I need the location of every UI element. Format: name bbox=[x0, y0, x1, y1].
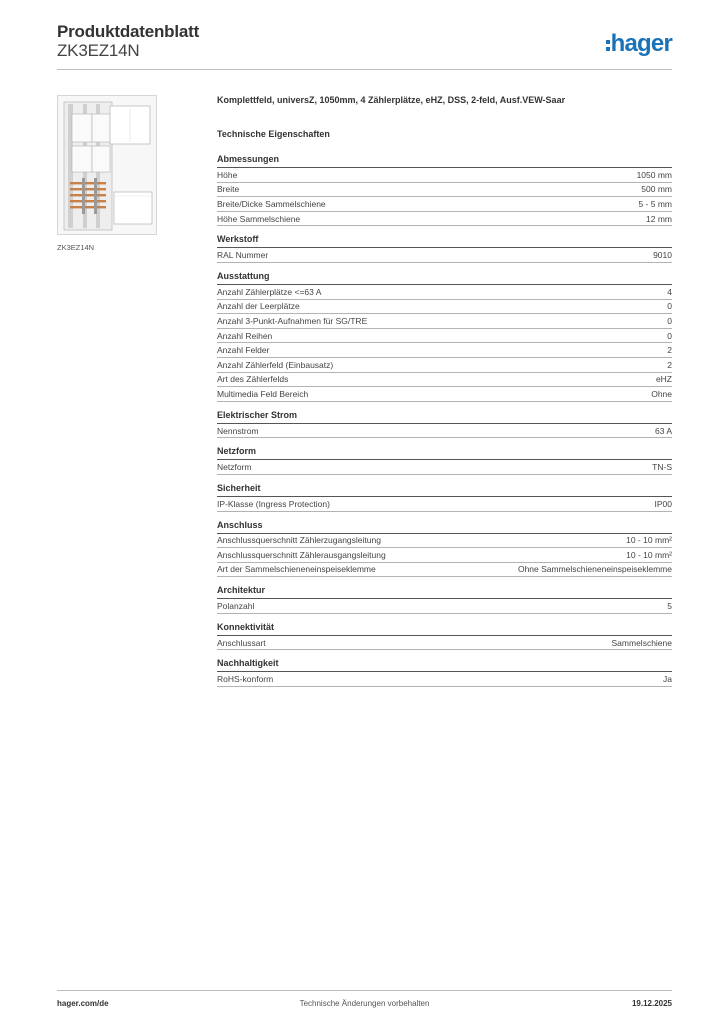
property-label: Anzahl Reihen bbox=[217, 330, 273, 341]
property-value: 9010 bbox=[653, 250, 672, 261]
property-value: IP00 bbox=[654, 498, 672, 509]
property-row bbox=[217, 424, 672, 439]
property-label: RAL Nummer bbox=[217, 250, 269, 261]
property-section bbox=[217, 585, 672, 614]
property-row bbox=[217, 183, 672, 198]
page-footer bbox=[57, 990, 672, 1014]
property-value: 2 bbox=[667, 359, 672, 370]
property-row bbox=[217, 329, 672, 344]
property-section bbox=[217, 410, 672, 439]
section-title: Nachhaltigkeit bbox=[217, 658, 672, 672]
property-section bbox=[217, 483, 672, 512]
property-section bbox=[217, 154, 672, 226]
property-label: Multimedia Feld Bereich bbox=[217, 388, 309, 399]
property-section bbox=[217, 622, 672, 651]
property-label: Art des Zählerfelds bbox=[217, 374, 289, 385]
page-header bbox=[57, 22, 672, 70]
property-section bbox=[217, 234, 672, 263]
property-row bbox=[217, 534, 672, 549]
property-value: 10 - 10 mm² bbox=[626, 549, 672, 560]
property-row bbox=[217, 672, 672, 687]
property-label: Breite/Dicke Sammelschiene bbox=[217, 198, 326, 209]
section-title: Anschluss bbox=[217, 520, 672, 534]
property-label: Anschlussquerschnitt Zählerausgangsleitung bbox=[217, 549, 386, 560]
property-value: 0 bbox=[667, 301, 672, 312]
property-section bbox=[217, 520, 672, 578]
image-caption: ZK3EZ14N bbox=[57, 243, 95, 252]
section-title: Ausstattung bbox=[217, 271, 672, 285]
property-label: Netzform bbox=[217, 462, 252, 473]
property-label: Art der Sammelschieneneinspeiseklemme bbox=[217, 564, 376, 575]
property-label: Anschlussquerschnitt Zählerzugangsleitung bbox=[217, 535, 381, 546]
technical-properties-heading: Technische Eigenschaften bbox=[217, 129, 330, 139]
section-title: Architektur bbox=[217, 585, 672, 599]
product-image bbox=[57, 95, 157, 235]
section-title: Sicherheit bbox=[217, 483, 672, 497]
property-value: eHZ bbox=[655, 374, 672, 385]
property-value: 1050 mm bbox=[636, 169, 672, 180]
hager-logo bbox=[606, 30, 672, 58]
product-code: ZK3EZ14N bbox=[57, 41, 140, 60]
property-label: Höhe bbox=[217, 169, 238, 180]
property-label: Höhe Sammelschiene bbox=[217, 213, 301, 224]
logo-mark-icon bbox=[606, 40, 610, 51]
property-row bbox=[217, 373, 672, 388]
property-row bbox=[217, 343, 672, 358]
property-value: 12 mm bbox=[646, 213, 672, 224]
section-title: Elektrischer Strom bbox=[217, 410, 672, 424]
product-details bbox=[217, 95, 672, 695]
property-label: Anzahl Felder bbox=[217, 345, 270, 356]
property-sections bbox=[217, 154, 672, 687]
property-row bbox=[217, 300, 672, 315]
property-row bbox=[217, 387, 672, 402]
property-value: 5 bbox=[667, 601, 672, 612]
property-value: 2 bbox=[667, 345, 672, 356]
property-label: Anschlussart bbox=[217, 637, 266, 648]
meter-cabinet-illustration bbox=[58, 96, 157, 235]
property-value: Ohne Sammelschieneneinspeiseklemme bbox=[517, 564, 672, 575]
product-description: Komplettfeld, universZ, 1050mm, 4 Zählerplätze, eHZ, DSS, 2-feld, Ausf.VEW-Saar bbox=[217, 95, 566, 105]
document-title: Produktdatenblatt bbox=[57, 22, 200, 41]
property-value: 0 bbox=[667, 315, 672, 326]
property-label: Anzahl 3-Punkt-Aufnahmen für SG/TRE bbox=[217, 315, 368, 326]
section-title: Netzform bbox=[217, 446, 672, 460]
property-label: Anzahl der Leerplätze bbox=[217, 301, 300, 312]
property-label: Anzahl Zählerplätze <=63 A bbox=[217, 286, 322, 297]
property-section bbox=[217, 658, 672, 687]
property-row bbox=[217, 314, 672, 329]
property-label: Breite bbox=[217, 184, 240, 195]
property-row bbox=[217, 548, 672, 563]
footer-date: 19.12.2025 bbox=[631, 999, 672, 1008]
property-value: Ohne bbox=[651, 388, 672, 399]
property-value: 5 - 5 mm bbox=[638, 198, 672, 209]
property-label: Polanzahl bbox=[217, 601, 255, 612]
property-value: 10 - 10 mm² bbox=[626, 535, 672, 546]
property-value: Ja bbox=[663, 674, 672, 685]
property-value: 4 bbox=[667, 286, 672, 297]
footer-website: hager.com/de bbox=[57, 999, 109, 1008]
property-value: Sammelschiene bbox=[611, 637, 672, 648]
property-value: 0 bbox=[667, 330, 672, 341]
footer-note: Technische Änderungen vorbehalten bbox=[299, 999, 430, 1008]
property-label: RoHS-konform bbox=[217, 674, 274, 685]
section-title: Werkstoff bbox=[217, 234, 672, 248]
property-value: TN-S bbox=[652, 462, 672, 473]
property-value: 63 A bbox=[654, 425, 672, 436]
property-value: 500 mm bbox=[641, 184, 672, 195]
property-row bbox=[217, 563, 672, 578]
property-label: Anzahl Zählerfeld (Einbausatz) bbox=[217, 359, 334, 370]
logo-text: hager bbox=[610, 30, 672, 57]
property-section bbox=[217, 271, 672, 402]
property-row bbox=[217, 497, 672, 512]
property-row bbox=[217, 358, 672, 373]
property-row bbox=[217, 212, 672, 227]
property-row bbox=[217, 248, 672, 263]
property-row bbox=[217, 197, 672, 212]
property-label: IP-Klasse (Ingress Protection) bbox=[217, 498, 330, 509]
property-row bbox=[217, 168, 672, 183]
property-row bbox=[217, 460, 672, 475]
section-title: Abmessungen bbox=[217, 154, 672, 168]
property-row bbox=[217, 599, 672, 614]
property-label: Nennstrom bbox=[217, 425, 259, 436]
property-row bbox=[217, 285, 672, 300]
property-row bbox=[217, 636, 672, 651]
property-section bbox=[217, 446, 672, 475]
section-title: Konnektivität bbox=[217, 622, 672, 636]
